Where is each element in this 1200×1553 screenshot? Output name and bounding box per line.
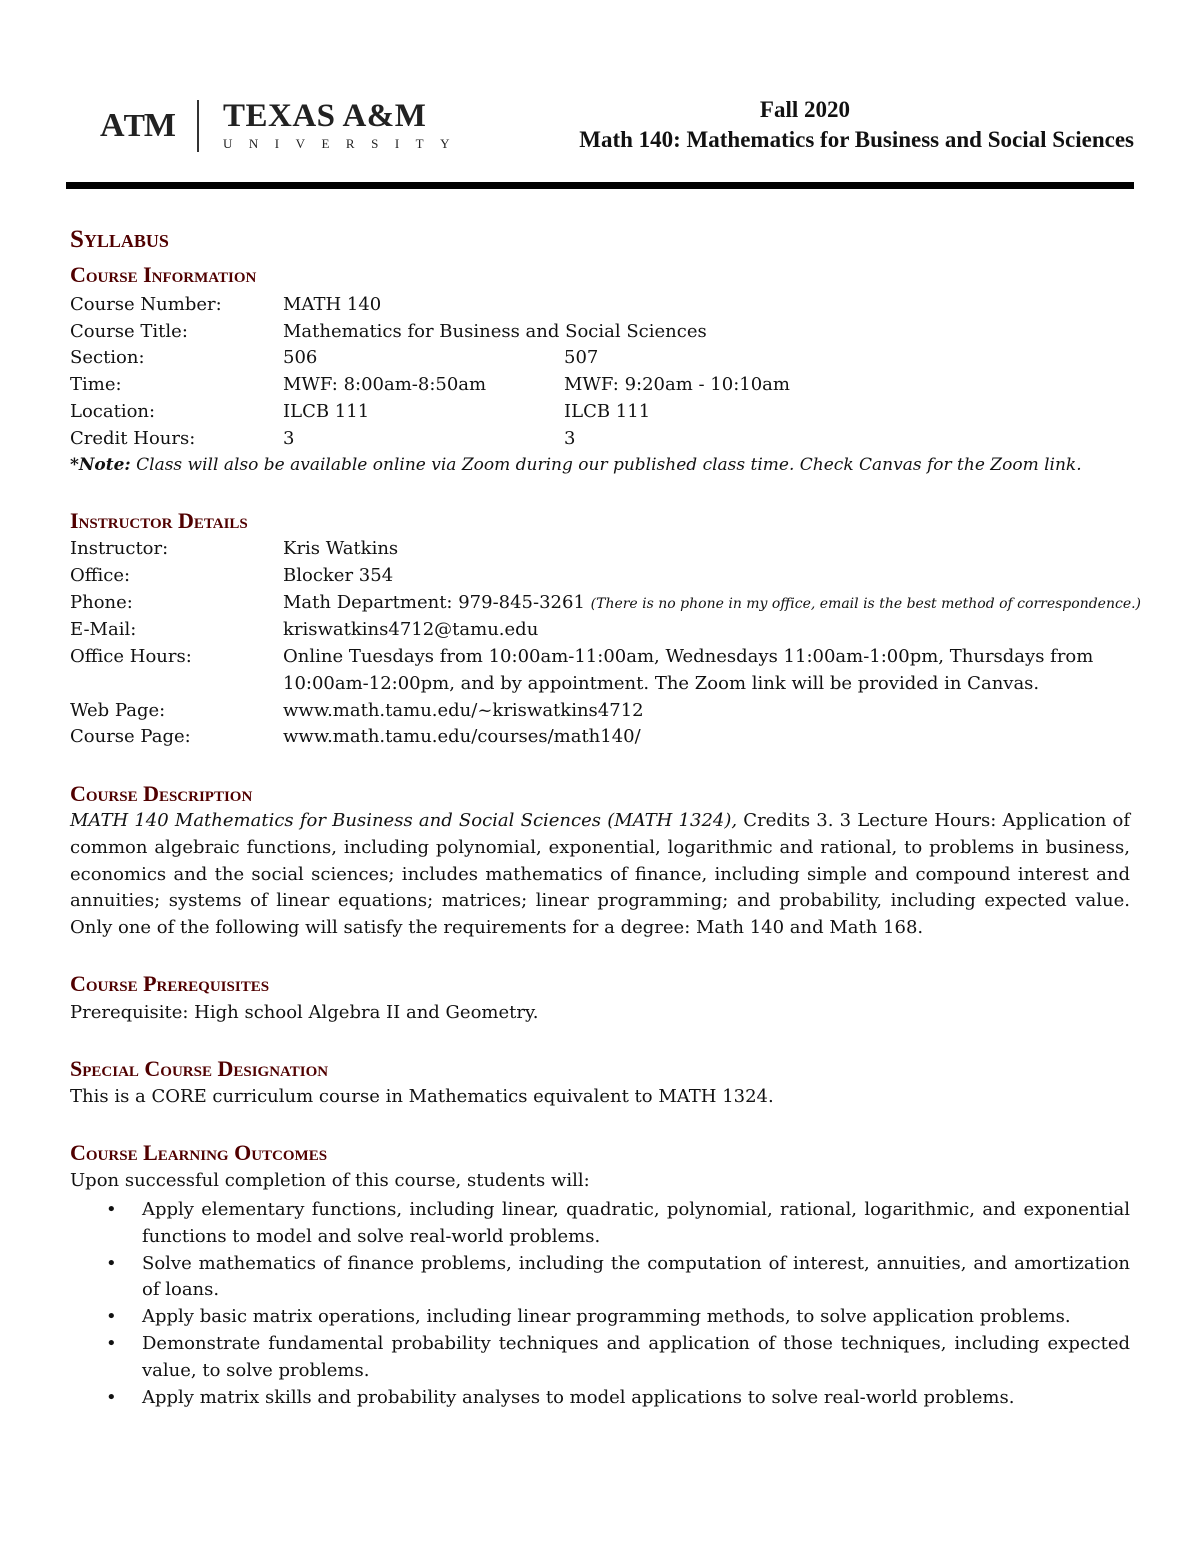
designation-text: This is a CORE curriculum course in Mathematics equivalent to MATH 1324. bbox=[70, 1086, 774, 1107]
course-heading: Math 140: Mathematics for Business and Social Sciences bbox=[579, 127, 1134, 152]
list-item: • Apply elementary functions, including linear, quadratic, polynomial, rational, logarithmic, and exponential functions to model and solve real-world problems. bbox=[106, 1199, 1130, 1247]
description-text: MATH 140 Mathematics for Business and Social Sciences (MATH 1324), Credits 3. 3 Lecture Hours: Application of common algebraic functions, including polynomial, exponential, logarithmic and rational, to problems in business, economics and the social sciences; includes mathematics of finance, including simple and compound interest and annuities; systems of linear equations; matrices; linear programming; and probability, including expected value. Only one of the following will satisfy the requirements for a degree: Math 140 and Math 168. bbox=[70, 810, 1130, 939]
prereq-heading: Course Prerequisites bbox=[70, 971, 270, 996]
list-item: • Apply matrix skills and probability analyses to model applications to solve real-world problems. bbox=[106, 1386, 1015, 1408]
course-info-heading: Course Information bbox=[70, 262, 257, 287]
outcomes-list bbox=[70, 1197, 1130, 1411]
atm-logo-icon: ATM bbox=[100, 107, 175, 144]
web-page-link[interactable]: www.math.tamu.edu/~kriswatkins4712 bbox=[283, 700, 644, 721]
outcomes-intro: Upon successful completion of this course, students will: bbox=[70, 1170, 590, 1191]
course-page-link[interactable]: www.math.tamu.edu/courses/math140/ bbox=[283, 726, 641, 747]
list-item: • Apply basic matrix operations, including linear programming methods, to solve application problems. bbox=[106, 1306, 1071, 1328]
tamu-logo bbox=[100, 98, 466, 154]
description-heading: Course Description bbox=[70, 781, 253, 806]
list-item: • Demonstrate fundamental probability techniques and application of those techniques, including expected value, to solve problems. bbox=[106, 1332, 1130, 1381]
list-item: • Solve mathematics of finance problems, including the computation of interest, annuities, and amortization of loans. bbox=[106, 1252, 1130, 1301]
syllabus-title: Syllabus bbox=[70, 226, 169, 253]
email-link[interactable]: kriswatkins4712@tamu.edu bbox=[283, 619, 539, 640]
designation-heading: Special Course Designation bbox=[70, 1056, 329, 1081]
zoom-note: *Note: Class will also be available online via Zoom during our published class time. Check Canvas for the Zoom link. bbox=[70, 455, 1082, 475]
instructor-name: Kris Watkins bbox=[283, 538, 399, 559]
syllabus-page: ATM TEXAS A&M UNIVERSITY Fall 2020 Math 140: Mathematics for Business and Social Sciences Syllabus Course Information Course Number: MATH 140 Course Title: Mathematics for Business and Social Sciences Section: 506 507 Time: MWF: 8:00am-8:50am MWF: 9:20am - 10:10am Location: ILCB 111 ILCB 111 Credit Hours: 3 3 *Note: Class will also be available online via Zoom during our published class time. Check Canvas for the Zoom link. Instructor Details Instructor: Kris Watkins Office: Blocker 354 Phone: Math Department: 979-845-3261 (There is no phone in my office, email is the best method of correspondence.) E-Mail: kriswatkins4712@tamu.edu Office Hours: Online Tuesdays from 10:00am-11:00am, Wednesdays 11:00am-1:00pm, Thursdays from 10:00am-12:00pm, and by appointment. The Zoom link will be provided in Canvas. Web Page: www.math.tamu.edu/~kriswatkins4712 Course Page: www.math.tamu.edu/courses/math140/ Course Description MATH 140 Mathematics for Business and Social Sciences (MATH 1324), Credits 3. 3 Lecture Hours: Application of common algebraic functions, including polynomial, exponential, logarithmic and rational, to problems in business, economics and the social sciences; includes mathematics of finance, including simple and compound interest and annuities; systems of linear equations; matrices; linear programming; and probability, including expected value. Only one of the following will satisfy the requirements for a degree: Math 140 and Math 168. Course Prerequisites Prerequisite: High school Algebra II and Geometry. Special Course Designation This is a CORE curriculum course in Mathematics equivalent to MATH 1324. Course Learning Outcomes Upon successful completion of this course, students will: • Apply elementary functions, including linear, quadratic, polynomial, rational, logarithmic, and exponential functions to model and solve real-world problems. • Solve mathematics of finance problems, including the computation of interest, annuities, and amortization of loans. • Apply basic matrix operations, including linear programming methods, to solve application problems. • Demonstrate fundamental probability techniques and application of those techniques, including expected value, to solve problems. • Apply matrix skills and probability analyses to model applications to solve real-world problems. bbox=[0, 0, 1200, 1553]
term-label: Fall 2020 bbox=[759, 97, 850, 122]
logo-name: TEXAS A&M bbox=[223, 98, 427, 134]
logo-divider bbox=[197, 100, 199, 152]
outcomes-heading: Course Learning Outcomes bbox=[70, 1140, 328, 1165]
logo-subtitle: UNIVERSITY bbox=[223, 136, 466, 151]
prereq-text: Prerequisite: High school Algebra II and Geometry. bbox=[70, 1002, 539, 1023]
instructor-heading: Instructor Details bbox=[70, 508, 248, 533]
header-rule bbox=[66, 182, 1134, 189]
